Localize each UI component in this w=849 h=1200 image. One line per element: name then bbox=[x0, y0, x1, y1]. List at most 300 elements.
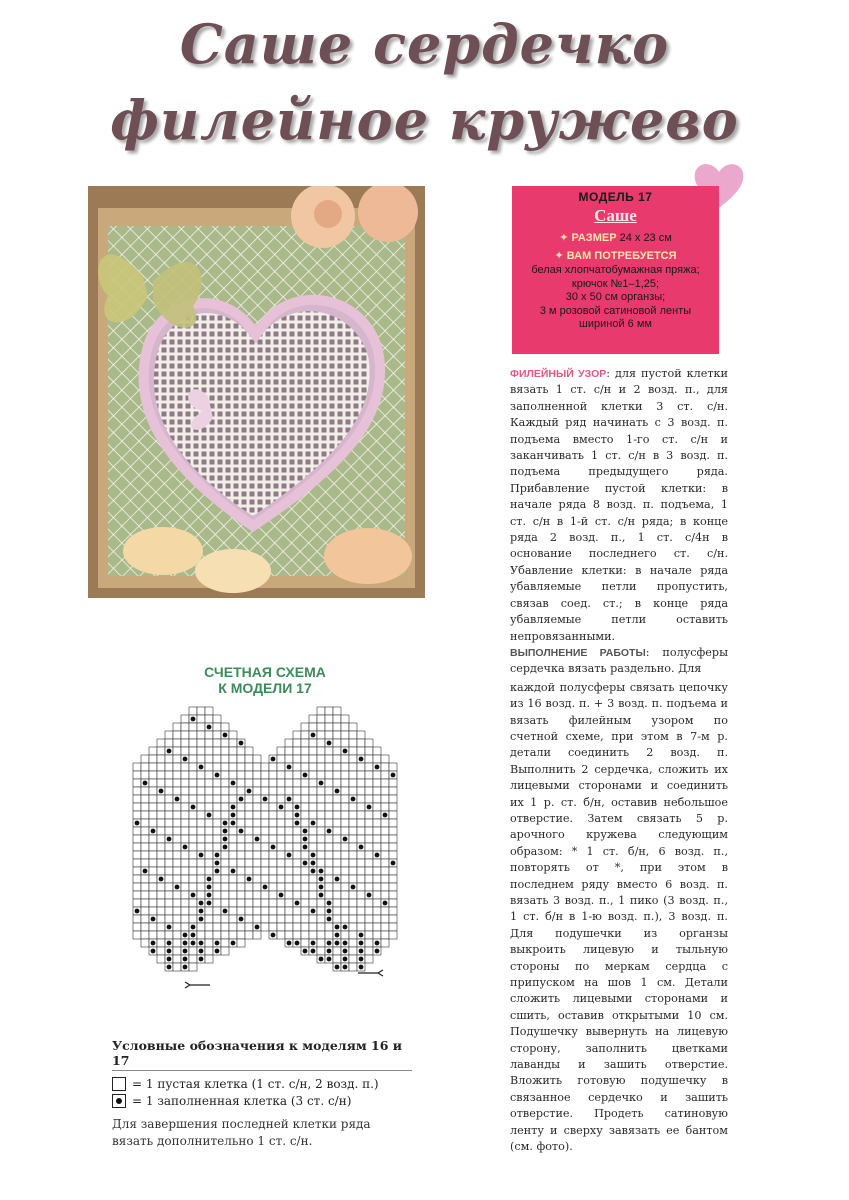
chart-filled-mark bbox=[207, 893, 212, 898]
chart-cell bbox=[189, 947, 197, 955]
chart-cell bbox=[133, 803, 141, 811]
chart-cell bbox=[221, 859, 229, 867]
chart-filled-mark bbox=[335, 789, 340, 794]
chart-cell bbox=[317, 819, 325, 827]
chart-cell bbox=[317, 803, 325, 811]
chart-filled-mark bbox=[183, 957, 188, 962]
chart-filled-mark bbox=[255, 837, 260, 842]
chart-cell bbox=[301, 739, 309, 747]
chart-cell bbox=[205, 931, 213, 939]
chart-cell bbox=[261, 779, 269, 787]
chart-cell bbox=[197, 787, 205, 795]
chart-cell bbox=[301, 811, 309, 819]
chart-cell bbox=[357, 795, 365, 803]
chart-cell bbox=[157, 883, 165, 891]
chart-cell bbox=[221, 883, 229, 891]
chart-filled-mark bbox=[199, 917, 204, 922]
chart-filled-mark bbox=[351, 797, 356, 802]
chart-cell bbox=[149, 883, 157, 891]
chart-cell bbox=[253, 755, 261, 763]
chart-cell bbox=[245, 779, 253, 787]
chart-cell bbox=[381, 939, 389, 947]
material-line: 30 х 50 см органзы; bbox=[565, 291, 666, 303]
chart-cell bbox=[181, 779, 189, 787]
chart-cell bbox=[165, 739, 173, 747]
chart-cell bbox=[277, 859, 285, 867]
chart-cell bbox=[157, 827, 165, 835]
chart-cell bbox=[221, 923, 229, 931]
chart-cell bbox=[269, 779, 277, 787]
chart-cell bbox=[205, 843, 213, 851]
chart-cell bbox=[237, 923, 245, 931]
chart-cell bbox=[253, 859, 261, 867]
chart-cell bbox=[245, 763, 253, 771]
chart-cell bbox=[309, 923, 317, 931]
chart-cell bbox=[229, 731, 237, 739]
chart-cell bbox=[157, 771, 165, 779]
chart-cell bbox=[205, 915, 213, 923]
chart-cell bbox=[245, 915, 253, 923]
chart-cell bbox=[149, 851, 157, 859]
chart-filled-mark bbox=[327, 917, 332, 922]
chart-cell bbox=[381, 755, 389, 763]
chart-filled-mark bbox=[223, 821, 228, 826]
chart-filled-mark bbox=[231, 869, 236, 874]
chart-cell bbox=[229, 931, 237, 939]
chart-cell bbox=[293, 731, 301, 739]
chart-cell bbox=[277, 915, 285, 923]
chart-cell bbox=[245, 795, 253, 803]
chart-cell bbox=[173, 891, 181, 899]
chart-cell bbox=[205, 907, 213, 915]
chart-cell bbox=[317, 723, 325, 731]
chart-cell bbox=[341, 915, 349, 923]
chart-cell bbox=[189, 835, 197, 843]
chart-cell bbox=[245, 867, 253, 875]
chart-cell bbox=[173, 899, 181, 907]
chart-cell bbox=[365, 827, 373, 835]
chart-cell bbox=[253, 851, 261, 859]
chart-cell bbox=[325, 723, 333, 731]
chart-cell bbox=[261, 811, 269, 819]
chart-cell bbox=[325, 731, 333, 739]
chart-cell bbox=[181, 787, 189, 795]
chart-cell bbox=[317, 931, 325, 939]
chart-cell bbox=[309, 747, 317, 755]
chart-cell bbox=[229, 835, 237, 843]
chart-cell bbox=[197, 867, 205, 875]
legend-filled-label: = 1 заполненная клетка (3 ст. с/н) bbox=[132, 1094, 352, 1108]
size-value: 24 x 23 см bbox=[619, 232, 672, 244]
chart-cell bbox=[149, 859, 157, 867]
legend-heading: Условные обозначения к моделям 16 и 17 bbox=[112, 1038, 412, 1071]
chart-filled-mark bbox=[223, 733, 228, 738]
chart-cell bbox=[381, 835, 389, 843]
chart-cell bbox=[173, 843, 181, 851]
chart-filled-mark bbox=[255, 925, 260, 930]
chart-filled-mark bbox=[359, 965, 364, 970]
chart-filled-mark bbox=[335, 877, 340, 882]
chart-cell bbox=[301, 723, 309, 731]
chart-cell bbox=[341, 891, 349, 899]
chart-cell bbox=[285, 787, 293, 795]
chart-filled-mark bbox=[375, 941, 380, 946]
chart-cell bbox=[269, 771, 277, 779]
chart-cell bbox=[181, 899, 189, 907]
chart-cell bbox=[285, 931, 293, 939]
chart-cell bbox=[229, 771, 237, 779]
chart-cell bbox=[133, 787, 141, 795]
chart-cell bbox=[229, 923, 237, 931]
chart-cell bbox=[261, 907, 269, 915]
chart-cell bbox=[197, 835, 205, 843]
chart-filled-mark bbox=[271, 845, 276, 850]
chart-cell bbox=[213, 819, 221, 827]
chart-filled-mark bbox=[359, 957, 364, 962]
chart-cell bbox=[149, 779, 157, 787]
materials-list bbox=[512, 264, 719, 332]
chart-cell bbox=[333, 771, 341, 779]
work-text-1: : полусферы сердечка вязать раздельно. Для bbox=[510, 645, 728, 676]
chart-filled-mark bbox=[247, 789, 252, 794]
chart-cell bbox=[237, 843, 245, 851]
chart-cell bbox=[253, 819, 261, 827]
chart-cell bbox=[373, 867, 381, 875]
chart-cell bbox=[277, 851, 285, 859]
chart-cell bbox=[325, 931, 333, 939]
chart-filled-mark bbox=[239, 829, 244, 834]
chart-cell bbox=[349, 827, 357, 835]
legend-empty-label: = 1 пустая клетка (1 ст. с/н, 2 возд. п.) bbox=[132, 1077, 379, 1091]
chart-cell bbox=[205, 835, 213, 843]
chart-cell bbox=[189, 867, 197, 875]
chart-cell bbox=[221, 771, 229, 779]
chart-filled-mark bbox=[135, 909, 140, 914]
chart-cell bbox=[285, 899, 293, 907]
chart-cell bbox=[357, 811, 365, 819]
chart-filled-mark bbox=[183, 965, 188, 970]
chart-cell bbox=[173, 915, 181, 923]
chart-cell bbox=[301, 875, 309, 883]
chart-cell bbox=[157, 939, 165, 947]
product-photo bbox=[88, 186, 425, 598]
chart-cell bbox=[229, 883, 237, 891]
chart-cell bbox=[181, 859, 189, 867]
chart-cell bbox=[205, 947, 213, 955]
chart-cell bbox=[277, 755, 285, 763]
chart-cell bbox=[253, 891, 261, 899]
chart-cell bbox=[333, 915, 341, 923]
chart-cell bbox=[205, 819, 213, 827]
chart-cell bbox=[189, 819, 197, 827]
chart-cell bbox=[157, 891, 165, 899]
chart-filled-mark bbox=[175, 885, 180, 890]
chart-cell bbox=[261, 835, 269, 843]
chart-filled-mark bbox=[359, 757, 364, 762]
chart-cell bbox=[269, 803, 277, 811]
chart-cell bbox=[229, 851, 237, 859]
chart-cell bbox=[253, 915, 261, 923]
chart-cell bbox=[349, 771, 357, 779]
chart-cell bbox=[173, 803, 181, 811]
chart-cell bbox=[181, 771, 189, 779]
chart-filled-mark bbox=[239, 917, 244, 922]
chart-filled-mark bbox=[303, 861, 308, 866]
chart-cell bbox=[253, 811, 261, 819]
chart-cell bbox=[173, 955, 181, 963]
chart-cell bbox=[221, 755, 229, 763]
chart-cell bbox=[269, 899, 277, 907]
chart-cell bbox=[293, 739, 301, 747]
chart-cell bbox=[189, 827, 197, 835]
material-line: шириной 6 мм bbox=[579, 318, 652, 330]
chart-cell bbox=[197, 875, 205, 883]
chart-cell bbox=[357, 907, 365, 915]
chart-cell bbox=[205, 771, 213, 779]
chart-cell bbox=[277, 771, 285, 779]
chart-filled-mark bbox=[303, 845, 308, 850]
chart-filled-mark bbox=[359, 933, 364, 938]
star-icon: ✦ bbox=[559, 232, 569, 244]
chart-cell bbox=[293, 827, 301, 835]
chart-cell bbox=[173, 875, 181, 883]
chart-cell bbox=[301, 731, 309, 739]
chart-cell bbox=[141, 915, 149, 923]
chart-cell bbox=[285, 819, 293, 827]
chart-cell bbox=[173, 867, 181, 875]
chart-cell bbox=[277, 923, 285, 931]
chart-cell bbox=[141, 795, 149, 803]
chart-cell bbox=[157, 923, 165, 931]
chart-cell bbox=[381, 795, 389, 803]
chart-cell bbox=[277, 819, 285, 827]
chart-cell bbox=[285, 923, 293, 931]
chart-cell bbox=[189, 731, 197, 739]
chart-cell bbox=[357, 835, 365, 843]
chart-cell bbox=[173, 931, 181, 939]
chart-filled-mark bbox=[295, 813, 300, 818]
chart-cell bbox=[253, 875, 261, 883]
chart-cell bbox=[373, 907, 381, 915]
chart-cell bbox=[181, 883, 189, 891]
chart-filled-mark bbox=[279, 805, 284, 810]
chart-cell bbox=[245, 843, 253, 851]
chart-cell bbox=[373, 755, 381, 763]
chart-filled-mark bbox=[303, 829, 308, 834]
chart-cell bbox=[317, 811, 325, 819]
chart-cell bbox=[133, 851, 141, 859]
chart-cell bbox=[133, 811, 141, 819]
chart-cell bbox=[157, 755, 165, 763]
chart-cell bbox=[333, 763, 341, 771]
chart-cell bbox=[365, 811, 373, 819]
chart-cell bbox=[357, 859, 365, 867]
chart-cell bbox=[189, 795, 197, 803]
chart-cell bbox=[149, 843, 157, 851]
chart-cell bbox=[157, 931, 165, 939]
chart-filled-mark bbox=[263, 885, 268, 890]
chart-cell bbox=[165, 931, 173, 939]
chart-cell bbox=[301, 803, 309, 811]
chart-cell bbox=[245, 899, 253, 907]
chart-cell bbox=[133, 827, 141, 835]
chart-cell bbox=[245, 803, 253, 811]
chart-cell bbox=[389, 819, 397, 827]
chart-filled-mark bbox=[199, 957, 204, 962]
chart-filled-mark bbox=[311, 853, 316, 858]
chart-cell bbox=[269, 891, 277, 899]
chart-filled-mark bbox=[311, 733, 316, 738]
chart-cell bbox=[309, 787, 317, 795]
chart-cell bbox=[285, 827, 293, 835]
chart-cell bbox=[277, 763, 285, 771]
chart-cell bbox=[285, 739, 293, 747]
chart-cell bbox=[149, 907, 157, 915]
chart-cell bbox=[205, 755, 213, 763]
chart-cell bbox=[349, 835, 357, 843]
chart-cell bbox=[229, 915, 237, 923]
chart-cell bbox=[269, 819, 277, 827]
chart-filled-mark bbox=[175, 797, 180, 802]
chart-cell bbox=[261, 819, 269, 827]
chart-filled-mark bbox=[207, 901, 212, 906]
chart-cell bbox=[341, 859, 349, 867]
chart-cell bbox=[237, 939, 245, 947]
chart-filled-mark bbox=[159, 789, 164, 794]
chart-cell bbox=[157, 915, 165, 923]
chart-cell bbox=[197, 811, 205, 819]
chart-cell bbox=[381, 771, 389, 779]
chart-cell bbox=[253, 899, 261, 907]
chart-cell bbox=[389, 891, 397, 899]
chart-cell bbox=[149, 899, 157, 907]
chart-cell bbox=[357, 883, 365, 891]
chart-cell bbox=[293, 843, 301, 851]
chart-cell bbox=[141, 883, 149, 891]
chart-cell bbox=[269, 811, 277, 819]
chart-cell bbox=[349, 731, 357, 739]
chart-cell bbox=[293, 771, 301, 779]
chart-cell bbox=[197, 827, 205, 835]
chart-cell bbox=[213, 907, 221, 915]
chart-cell bbox=[165, 771, 173, 779]
chart-cell bbox=[357, 875, 365, 883]
chart-cell bbox=[365, 747, 373, 755]
chart-filled-mark bbox=[319, 781, 324, 786]
chart-filled-mark bbox=[167, 837, 172, 842]
chart-filled-mark bbox=[199, 765, 204, 770]
chart-cell bbox=[229, 827, 237, 835]
chart-cell bbox=[213, 923, 221, 931]
chart-cell bbox=[149, 795, 157, 803]
chart-cell bbox=[373, 787, 381, 795]
chart-cell bbox=[221, 891, 229, 899]
chart-cell bbox=[149, 819, 157, 827]
chart-cell bbox=[285, 883, 293, 891]
chart-cell bbox=[381, 803, 389, 811]
chart-cell bbox=[389, 899, 397, 907]
chart-cell bbox=[213, 803, 221, 811]
chart-filled-mark bbox=[231, 805, 236, 810]
chart-cell bbox=[285, 811, 293, 819]
instructions-text bbox=[510, 366, 728, 1156]
chart-cell bbox=[309, 835, 317, 843]
chart-cell bbox=[309, 795, 317, 803]
chart-cell bbox=[285, 803, 293, 811]
chart-filled-mark bbox=[207, 885, 212, 890]
work-paragraph-2: каждой полусферы связать цепочку из 16 возд. п. + 3 возд. п. подъема и вязать филейным узором по счетной схеме, при этом в 7-м р. детали соединить 2 возд. п. Выполнить 2 сердечка, сложить их лицевыми сторонами и соединить их 1 р. ст. б/н, оставив небольшое отверстие. Затем связать 5 р. арочного кружева следующим образом: * 1 ст. б/н, 6 возд. п., повторять от *, при этом в последнем ряду вместо 6 возд. п. вязать 3 возд. п., 1 пико (3 возд. п., 1 ст. б/н в 1-ю возд. п.), 3 возд. п. Для подушечки из органзы выкроить лицевую и тыльную стороны по меркам сердца с припуском на шов 1 см. Детали сложить лицевыми сторонами и сшить, оставив открытыми 10 см. Подушечку вывернуть на лицевую сторону, заполнить цветками лаванды и зашить отверстие. Вложить готовую подушечку в связанное сердечко и зашить отверстие. Продеть сатиновую ленту и сверху завязать ее бантом (см. фото). bbox=[510, 680, 728, 1154]
chart-cell bbox=[261, 771, 269, 779]
chart-cell bbox=[373, 779, 381, 787]
chart-cell bbox=[173, 731, 181, 739]
chart-cell bbox=[349, 723, 357, 731]
chart-cell bbox=[325, 923, 333, 931]
chart-cell bbox=[293, 883, 301, 891]
chart-cell bbox=[157, 907, 165, 915]
chart-cell bbox=[149, 811, 157, 819]
crochet-chart bbox=[120, 703, 410, 993]
chart-cell bbox=[333, 843, 341, 851]
chart-cell bbox=[221, 875, 229, 883]
chart-cell bbox=[197, 739, 205, 747]
chart-cell bbox=[349, 811, 357, 819]
chart-cell bbox=[341, 771, 349, 779]
chart-cell bbox=[205, 803, 213, 811]
chart-cell bbox=[173, 939, 181, 947]
chart-cell bbox=[341, 843, 349, 851]
chart-cell bbox=[165, 731, 173, 739]
chart-filled-mark bbox=[295, 821, 300, 826]
chart-cell bbox=[373, 875, 381, 883]
chart-cell bbox=[325, 811, 333, 819]
chart-cell bbox=[237, 747, 245, 755]
chart-filled-mark bbox=[239, 797, 244, 802]
chart-cell bbox=[157, 947, 165, 955]
chart-cell bbox=[341, 851, 349, 859]
chart-cell bbox=[293, 867, 301, 875]
chart-cell bbox=[149, 875, 157, 883]
chart-cell bbox=[341, 899, 349, 907]
chart-cell bbox=[189, 875, 197, 883]
chart-cell bbox=[165, 827, 173, 835]
chart-cell bbox=[221, 763, 229, 771]
chart-cell bbox=[141, 899, 149, 907]
chart-cell bbox=[165, 843, 173, 851]
chart-cell bbox=[189, 851, 197, 859]
chart-cell bbox=[293, 851, 301, 859]
chart-cell bbox=[309, 931, 317, 939]
chart-cell bbox=[133, 891, 141, 899]
chart-cell bbox=[229, 875, 237, 883]
chart-cell bbox=[173, 763, 181, 771]
chart-cell bbox=[157, 955, 165, 963]
chart-cell bbox=[165, 859, 173, 867]
chart-cell bbox=[245, 907, 253, 915]
chart-cell bbox=[149, 923, 157, 931]
chart-cell bbox=[213, 779, 221, 787]
chart-cell bbox=[301, 779, 309, 787]
chart-filled-mark bbox=[287, 941, 292, 946]
chart-cell bbox=[349, 931, 357, 939]
chart-cell bbox=[333, 891, 341, 899]
chart-cell bbox=[213, 835, 221, 843]
chart-cell bbox=[389, 931, 397, 939]
chart-cell bbox=[357, 899, 365, 907]
chart-cell bbox=[197, 891, 205, 899]
chart-cell bbox=[141, 763, 149, 771]
chart-cell bbox=[373, 899, 381, 907]
chart-cell bbox=[157, 739, 165, 747]
